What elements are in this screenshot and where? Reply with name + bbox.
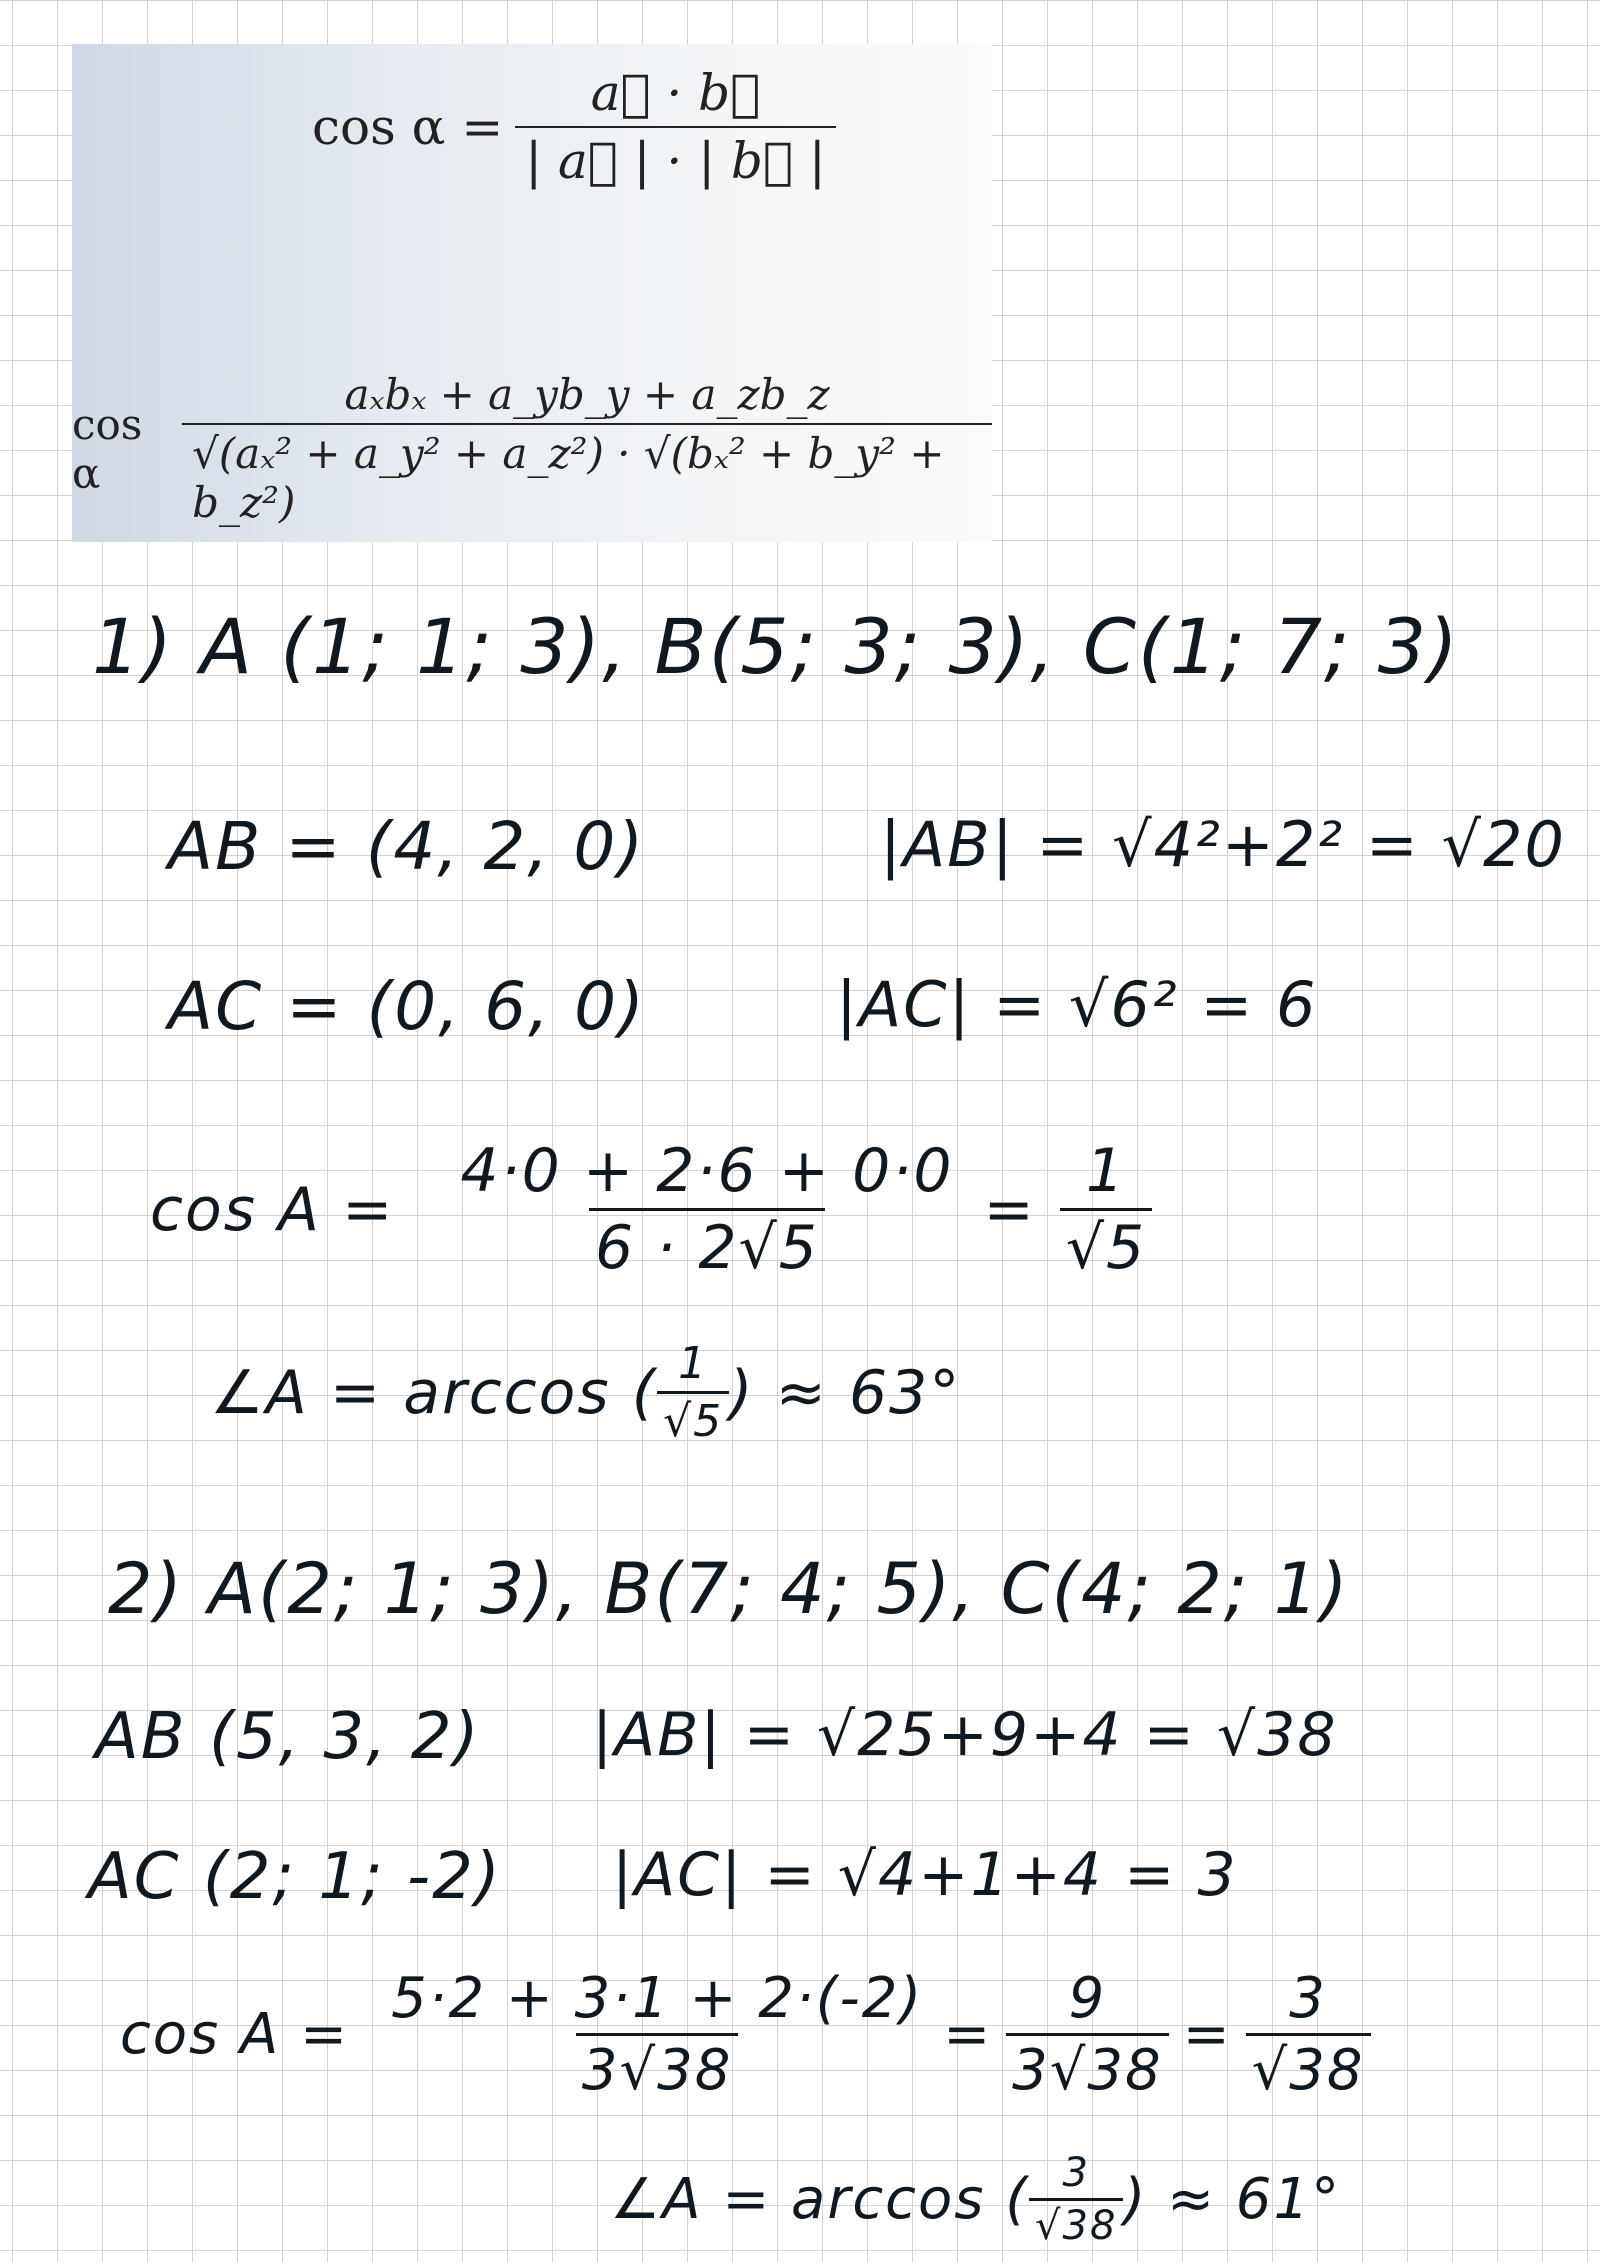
angle-numerator: 1 [678, 1338, 709, 1389]
cos-result [1060, 1136, 1152, 1283]
problem2-points: 2) A(2; 1; 3), B(7; 4; 5), C(4; 2; 1) [108, 1548, 1350, 1630]
angle-rhs: ) ≈ 63° [729, 1357, 962, 1428]
cosine-formula-vector [312, 64, 836, 190]
equals-sign: = [1182, 2002, 1232, 2067]
formula-lhs: cos α = [312, 98, 504, 156]
problem2-cosine [120, 1966, 1371, 2103]
cos-denominator: 3√38 [576, 2033, 739, 2103]
cos-intermediate-numerator: 9 [1068, 1966, 1107, 2031]
formula-fraction [182, 370, 992, 527]
formula-fraction [515, 64, 835, 190]
angle-lhs: ∠A = arccos ( [610, 2167, 1030, 2232]
cos-result-denominator: √5 [1060, 1208, 1152, 1283]
angle-denominator: √38 [1029, 2198, 1123, 2249]
cosine-formula-coordinates [72, 370, 992, 527]
angle-rhs: ) ≈ 61° [1123, 2167, 1342, 2232]
angle-denominator: √5 [657, 1391, 729, 1447]
formula-denominator: | a⃗ | · | b⃗ | [515, 126, 835, 190]
cos-fraction [385, 1966, 929, 2103]
problem1-angle [210, 1338, 961, 1447]
formula-denominator: √(aₓ² + a_y² + a_z²) · √(bₓ² + b_y² + b_z²) [182, 423, 992, 527]
problem2-angle [610, 2150, 1341, 2249]
cos-intermediate [1006, 1966, 1169, 2103]
formula-lhs: cos α [72, 399, 143, 498]
cos-lhs: cos A = [150, 1174, 395, 1245]
cos-result [1246, 1966, 1371, 2103]
cos-intermediate-denominator: 3√38 [1006, 2033, 1169, 2103]
cos-numerator: 4·0 + 2·6 + 0·0 [460, 1136, 954, 1206]
formula-numerator: aₓbₓ + a_yb_y + a_zb_z [344, 370, 830, 419]
cos-fraction [454, 1136, 959, 1283]
cos-lhs: cos A = [120, 2002, 350, 2067]
angle-fraction [657, 1338, 729, 1447]
cos-result-denominator: √38 [1246, 2033, 1371, 2103]
problem1-length-ac: |AC| = √6² = 6 [836, 968, 1318, 1041]
formula-panel [72, 44, 992, 542]
problem1-vector-ac: AC = (0, 6, 0) [168, 968, 646, 1045]
equals-sign: = [943, 2002, 993, 2067]
angle-lhs: ∠A = arccos ( [210, 1357, 658, 1428]
problem2-length-ab: |AB| = √25+9+4 = √38 [592, 1700, 1338, 1770]
equals-sign: = [983, 1174, 1036, 1245]
problem2-vector-ab: AB (5, 3, 2) [95, 1700, 481, 1774]
angle-fraction [1029, 2150, 1123, 2249]
problem1-length-ab: |AB| = √4²+2² = √20 [880, 808, 1566, 881]
problem1-points: 1) A (1; 1; 3), B(5; 3; 3), C(1; 7; 3) [92, 602, 1460, 691]
cos-result-numerator: 1 [1085, 1136, 1127, 1206]
problem1-vector-ab: AB = (4, 2, 0) [168, 808, 646, 885]
cos-denominator: 6 · 2√5 [589, 1208, 825, 1283]
cos-numerator: 5·2 + 3·1 + 2·(-2) [391, 1966, 924, 2031]
problem2-length-ac: |AC| = √4+1+4 = 3 [612, 1840, 1238, 1910]
cos-result-numerator: 3 [1289, 1966, 1327, 2031]
problem1-cosine [150, 1136, 1152, 1283]
formula-numerator: a⃗ · b⃗ [590, 64, 761, 122]
angle-numerator: 3 [1062, 2150, 1090, 2196]
problem2-vector-ac: AC (2; 1; -2) [88, 1840, 502, 1914]
